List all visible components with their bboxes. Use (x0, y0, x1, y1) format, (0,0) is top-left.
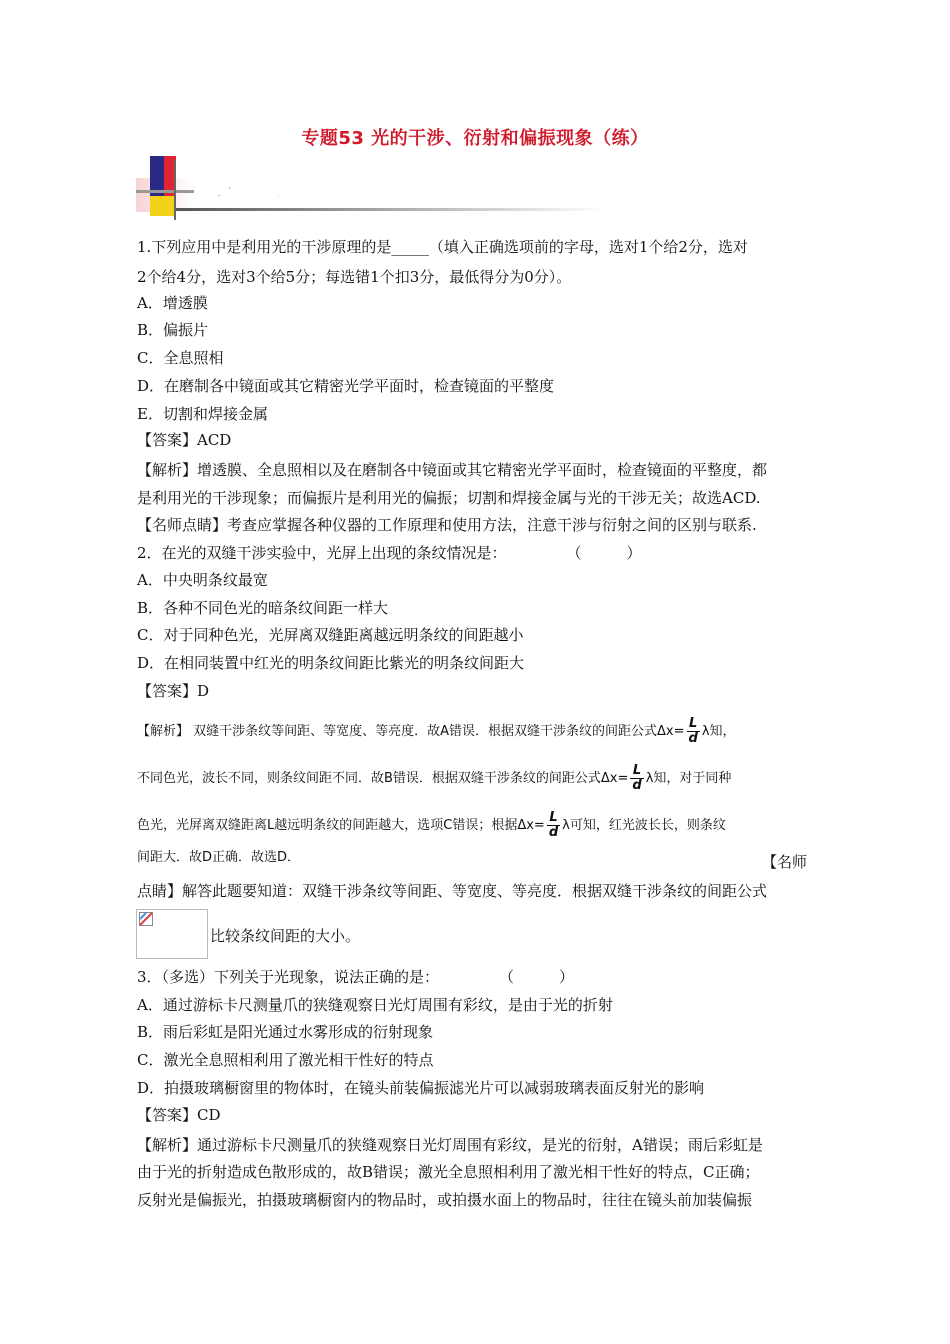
text-line: A．中央明条纹最宽 (137, 571, 268, 589)
section-banner (136, 156, 606, 220)
text-line: 比较条纹间距的大小。 (210, 927, 361, 945)
broken-image-icon (136, 909, 208, 959)
text-line: E．切割和焊接金属 (137, 405, 268, 423)
text-line: D．拍摄玻璃橱窗里的物体时，在镜头前装偏振滤光片可以减弱玻璃表面反射光的影响 (137, 1079, 705, 1097)
analysis-line (137, 848, 300, 868)
text-line: 2．在光的双缝干涉实验中，光屏上出现的条纹情况是： （ ） (137, 544, 642, 562)
analysis-line (137, 811, 726, 840)
analysis-text: 【解析】 双缝干涉条纹等间距、等宽度、等亮度．故A错误．根据双缝干涉条纹的间距公式Δx= (137, 724, 685, 739)
analysis-line (137, 764, 731, 793)
text-line: 点睛】解答此题要知道：双缝干涉条纹等间距、等宽度、等亮度．根据双缝干涉条纹的间距公式 (137, 882, 768, 900)
answer-line: 【答案】CD (137, 1106, 221, 1124)
analysis-text: λ可知，红光波长长，则条纹 (562, 818, 726, 833)
text-line: 【解析】增透膜、全息照相以及在磨制各中镜面或其它精密光学平面时，检查镜面的平整度，都 (137, 461, 768, 479)
text-line: B．各种不同色光的暗条纹间距一样大 (137, 599, 389, 617)
text-line: D．在相同装置中红光的明条纹间距比紫光的明条纹间距大 (137, 654, 525, 672)
analysis-text: 不同色光，波长不同，则条纹间距不同．故B错误．根据双缝干涉条纹的间距公式Δx= (137, 771, 629, 786)
banner-text: 基础题 (192, 173, 282, 208)
text-line: 1.下列应用中是利用光的干涉原理的是_____（填入正确选项前的字母，选对1个给2分，选对 (137, 238, 748, 256)
analysis-line (137, 717, 736, 746)
yellow-block-decor (150, 196, 176, 216)
answer-line: 【答案】D (137, 682, 210, 700)
formula-fraction: $\frac{L}{d}$ (688, 716, 698, 746)
analysis-text: 色光，光屏离双缝距离L越远明条纹的间距越大，选项C错误；根据Δx= (137, 818, 545, 833)
text-line: 反射光是偏振光，拍摄玻璃橱窗内的物品时，或拍摄水面上的物品时，往往在镜头前加装偏振 (137, 1191, 753, 1209)
text-line: 3．（多选）下列关于光现象，说法正确的是： （ ） (137, 968, 575, 986)
text-line: 2个给4分，选对3个给5分；每选错1个扣3分，最低得分为0分）。 (137, 268, 572, 286)
analysis-text: λ知，对于同种 (645, 771, 732, 786)
text-line: C．激光全息照相利用了激光相干性好的特点 (137, 1051, 434, 1069)
answer-line: 【答案】ACD (137, 431, 232, 449)
text-line: B．偏振片 (137, 321, 209, 339)
text-line: 【名师点睛】考查应掌握各种仪器的工作原理和使用方法，注意干涉与衍射之间的区别与联系. (137, 516, 757, 534)
text-line: 【解析】通过游标卡尺测量爪的狭缝观察日光灯周围有彩纹，是光的衍射，A错误；雨后彩虹是 (137, 1136, 763, 1154)
formula-fraction: $\frac{L}{d}$ (632, 763, 642, 793)
text-line: C．对于同种色光，光屏离双缝距离越远明条纹的间距越小 (137, 626, 524, 644)
text-line: D．在磨制各中镜面或其它精密光学平面时，检查镜面的平整度 (137, 377, 555, 395)
text-line: A．通过游标卡尺测量爪的狭缝观察日光灯周围有彩纹，是由于光的折射 (137, 996, 613, 1014)
mingshi-label: 【名师 (762, 853, 808, 871)
text-line: B．雨后彩虹是阳光通过水雾形成的衍射现象 (137, 1023, 434, 1041)
formula-fraction: $\frac{L}{d}$ (548, 810, 559, 840)
analysis-text: λ知， (701, 724, 736, 739)
text-line: A．增透膜 (137, 294, 208, 312)
text-line: 由于光的折射造成色散形成的，故B错误；激光全息照相利用了激光相干性好的特点，C正确； (137, 1163, 760, 1181)
text-line: 是利用光的干涉现象；而偏振片是利用光的偏振；切割和焊接金属与光的干涉无关；故选ACD. (137, 489, 761, 507)
page-title: 专题53 光的干涉、衍射和偏振现象（练） (301, 128, 649, 149)
analysis-text: 间距大．故D正确．故选D． (137, 850, 301, 865)
text-line: C．全息照相 (137, 349, 224, 367)
